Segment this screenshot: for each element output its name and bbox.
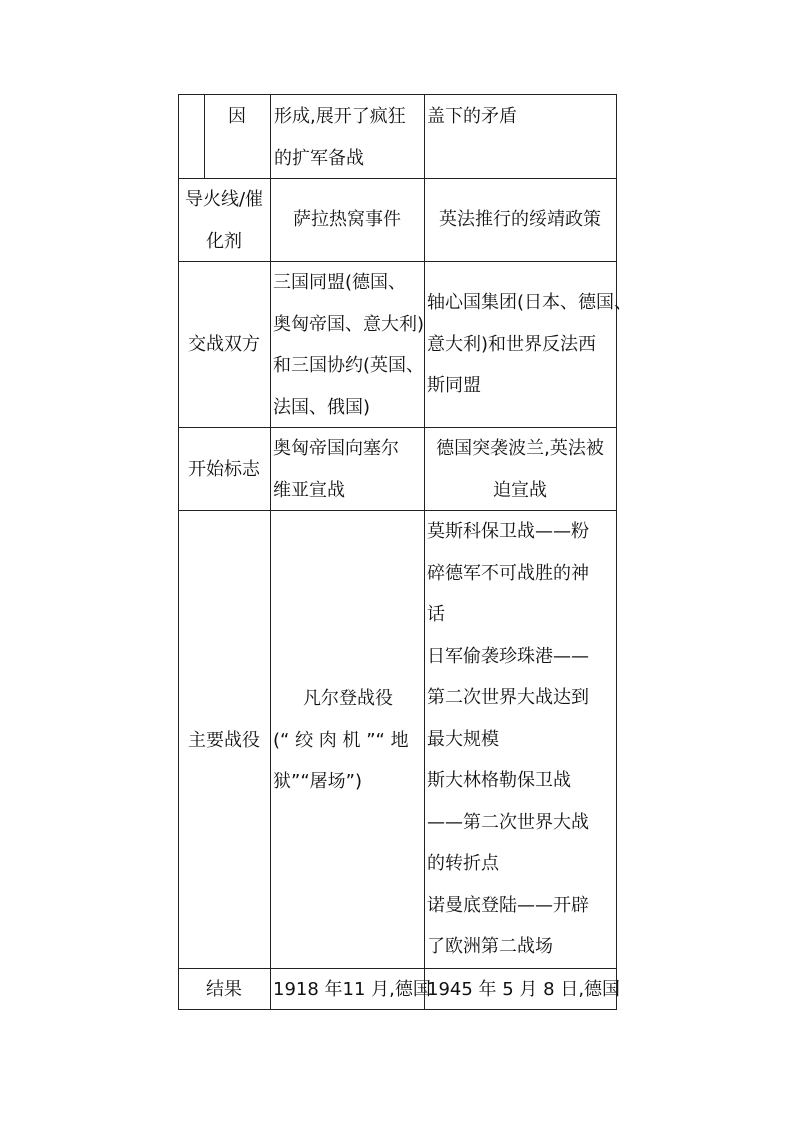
parties-col1: 三国同盟(德国、 奥匈帝国、意大利) 和三国协约(英国、 法国、俄国) bbox=[273, 272, 425, 418]
cause-col1: 形成,展开了疯狂 的扩军备战 bbox=[274, 106, 406, 169]
result-label: 结果 bbox=[206, 979, 242, 1000]
result-col1: 1918 年11 月,德国 bbox=[273, 979, 431, 1000]
start-col1: 奥匈帝国向塞尔 维亚宣战 bbox=[273, 438, 399, 501]
parties-col2: 轴心国集团(日本、德国、 意大利)和世界反法西 斯同盟 bbox=[427, 292, 633, 396]
battles-col1: 凡尔登战役 (“ 绞 肉 机 ”“ 地 狱”“屠场”) bbox=[273, 688, 409, 792]
cause-label: 因 bbox=[228, 106, 246, 127]
table-border-right bbox=[616, 94, 617, 1010]
battles-col2: 莫斯科保卫战——粉 碎德军不可战胜的神 话 日军偷袭珍珠港—— 第二次世界大战达到 最大规模 斯大林格勒保卫战 ——第二次世界大战 的转折点 诺曼底登陆——开辟 了欧洲第二战场 bbox=[427, 521, 589, 957]
comparison-table bbox=[178, 94, 633, 1010]
trigger-label: 导火线/催 化剂 bbox=[184, 189, 264, 252]
start-label: 开始标志 bbox=[188, 459, 260, 480]
battles-label: 主要战役 bbox=[188, 730, 260, 751]
parties-label: 交战双方 bbox=[188, 334, 260, 355]
result-col2: 1945 年 5 月 8 日,德国 bbox=[427, 979, 621, 1000]
table-border-top bbox=[178, 94, 617, 95]
trigger-col2: 英法推行的绥靖政策 bbox=[439, 209, 601, 230]
trigger-col1: 萨拉热窝事件 bbox=[293, 209, 401, 230]
cause-col2: 盖下的矛盾 bbox=[427, 106, 517, 127]
start-col2: 德国突袭波兰,英法被 迫宣战 bbox=[436, 438, 604, 501]
